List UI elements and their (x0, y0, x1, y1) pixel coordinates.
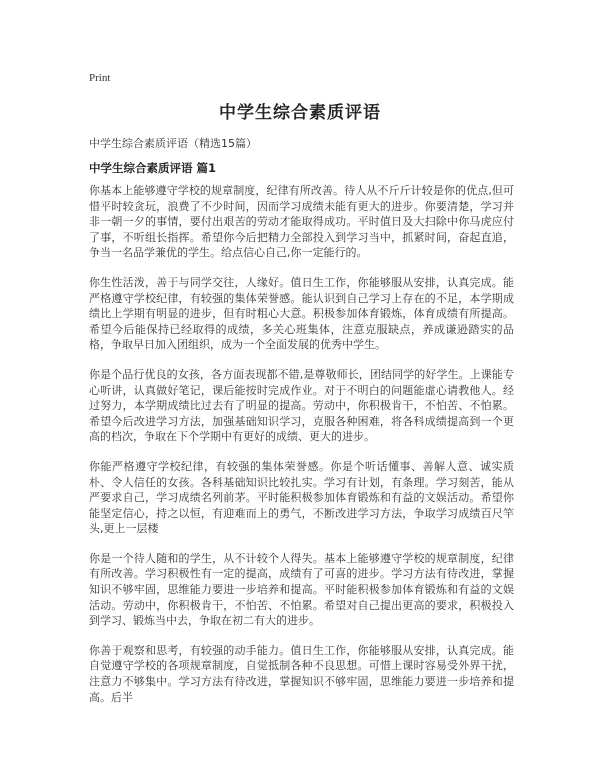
section-heading: 中学生综合素质评语 篇1 (89, 161, 217, 175)
paragraph: 你基本上能够遵守学校的规章制度，纪律有所改善。待人从不斤斤计较是你的优点,但可惜平时较贪玩，浪费了不少时间，因而学习成绩未能有更大的进步。你要清楚，学习并非一朝一夕的事情，要付出艰苦的劳动才能取得成功。平时值日及大扫除中你马虎应付了事，不听组长指挥。希望你今后把精力全部投入到学习当中，抓紧时间，奋起直追，争当一名品学兼优的学生。给点信心自己,你一定能行的。 (89, 184, 514, 260)
paragraph: 你是个品行优良的女孩，各方面表现都不错,是尊敬师长，团结同学的好学生。上课能专心听讲，认真做好笔记，课后能按时完成作业。对于不明白的问题能虚心请教他人。经过努力，本学期成绩比过去有了明显的提高。劳动中，你积极肯干，不怕苦、不怕累。希望今后改进学习方法，加强基础知识学习，克服各种困难，将各科成绩提高到一个更高的档次，争取在下个学期中有更好的成绩、更大的进步。 (89, 367, 514, 444)
document-body (89, 183, 514, 719)
paragraph: 你是一个待人随和的学生，从不计较个人得失。基本上能够遵守学校的规章制度，纪律有所改善。学习积极性有一定的提高，成绩有了可喜的进步。学习方法有待改进，掌握知识不够牢固，思维能力要进一步培养和提高。平时能积极参加体育锻炼和有益的文娱活动。劳动中，你积极肯干，不怕苦、不怕累。希望对自己提出更高的要求，积极投入到学习、锻炼当中去，争取在初二有大的进步。 (89, 551, 514, 628)
paragraph: 你善于观察和思考，有较强的动手能力。值日生工作，你能够服从安排，认真完成。能自觉遵守学校的各项规章制度，自觉抵制各种不良思想。可惜上课时容易受外界干扰，注意力不够集中。学习方法有待改进，掌握知识不够牢固，思维能力要进一步培养和提高。后半 (89, 643, 514, 704)
document-title: 中学生综合素质评语 (219, 103, 381, 123)
paragraph: 你生性活泼，善于与同学交往，人缘好。值日生工作，你能够服从安排，认真完成。能严格遵守学校纪律，有较强的集体荣誉感。能认识到自己学习上存在的不足，本学期成绩比上学期有明显的进步，但有时粗心大意。积极参加体育锻炼，体育成绩有所提高。希望今后能保持已经取得的成绩，多关心班集体，注意克服缺点，养成谦逊踏实的品格，争取早日加入团组织，成为一个全面发展的优秀中学生。 (89, 275, 514, 352)
paragraph: 你能严格遵守学校纪律，有较强的集体荣誉感。你是个听话懂事、善解人意、诚实质朴、令人信任的女孩。各科基础知识比较扎实。学习有计划，有条理。学习刻苦，能从严要求自己，学习成绩名列前茅。平时能积极参加体育锻炼和有益的文娱活动。希望你能坚定信心，持之以恒，有迎难而上的勇气，不断改进学习方法，争取学习成绩百尺竿头,更上一层楼 (89, 459, 514, 536)
print-link[interactable]: Print (89, 72, 111, 84)
document-subtitle: 中学生综合素质评语（精选15篇） (89, 137, 257, 150)
